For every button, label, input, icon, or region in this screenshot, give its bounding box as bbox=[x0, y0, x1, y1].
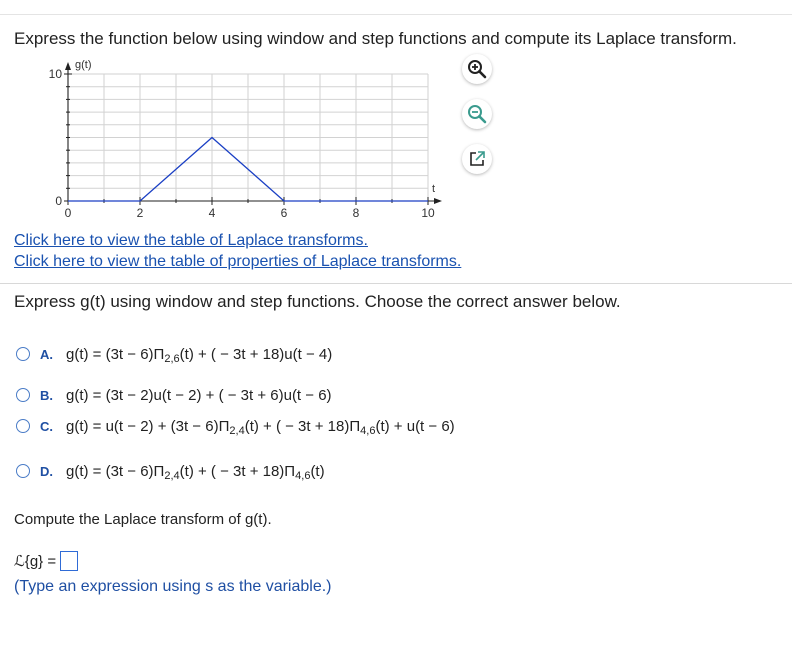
popout-button[interactable] bbox=[462, 144, 492, 174]
option-d-radio[interactable] bbox=[16, 464, 30, 478]
option-d[interactable] bbox=[16, 460, 325, 482]
part2-question: Compute the Laplace transform of g(t). bbox=[14, 511, 272, 528]
option-b-radio[interactable] bbox=[16, 388, 30, 402]
answer-hint: (Type an expression using s as the variable.) bbox=[14, 578, 332, 595]
option-b-letter: B. bbox=[40, 387, 53, 403]
x-tick-label: 4 bbox=[208, 206, 216, 220]
function-graph bbox=[0, 58, 470, 228]
y-tick-label: 0 bbox=[55, 194, 62, 208]
section-divider bbox=[0, 283, 792, 284]
part1-question: Express g(t) using window and step functions. Choose the correct answer below. bbox=[14, 292, 621, 311]
zoom-in-icon bbox=[467, 59, 487, 79]
laplace-answer-label: ℒ{g} = bbox=[14, 553, 57, 570]
laplace-answer-row bbox=[14, 551, 78, 571]
x-axis-arrow bbox=[434, 198, 442, 204]
option-a-text: $g(t) = (3t - 6)\Pi_{2,6}(t)$ + ( − 3t + 18)u(t − 4) bbox=[66, 345, 333, 365]
y-axis-arrow bbox=[65, 62, 71, 70]
laplace-table-link[interactable]: Click here to view the table of Laplace transforms. bbox=[14, 232, 368, 249]
option-a[interactable] bbox=[16, 343, 332, 365]
option-c[interactable] bbox=[16, 415, 455, 437]
option-c-text: $g(t) = u(t - 2) + (3t - 6)\Pi_{2,4}(t)$ + ( − $3t + 18)\Pi_{4,6}(t) + u(t - 6)$ bbox=[66, 417, 455, 437]
zoom-out-button[interactable] bbox=[462, 99, 492, 129]
y-tick-label: 10 bbox=[48, 67, 62, 81]
option-c-letter: C. bbox=[40, 418, 53, 434]
option-b-text: g(t) = (3t − 2)u(t − 2) + ( − 3t + 6)u(t − 6) bbox=[66, 386, 332, 404]
graph-axes bbox=[65, 62, 442, 204]
option-b[interactable] bbox=[16, 384, 332, 406]
option-a-letter: A. bbox=[40, 346, 53, 362]
x-tick-label: 2 bbox=[136, 206, 144, 220]
x-tick-label: 6 bbox=[280, 206, 288, 220]
option-d-letter: D. bbox=[40, 463, 53, 479]
laplace-properties-link[interactable]: Click here to view the table of properties of Laplace transforms. bbox=[14, 253, 462, 270]
x-tick-label: 8 bbox=[352, 206, 360, 220]
y-axis-label: g(t) bbox=[75, 59, 92, 71]
option-a-radio[interactable] bbox=[16, 347, 30, 361]
graph-ticks bbox=[49, 67, 435, 220]
graph-grid bbox=[68, 74, 428, 201]
x-tick-label: 10 bbox=[421, 206, 435, 220]
x-axis-label: t bbox=[432, 183, 436, 195]
option-d-text: $g(t) = (3t - 6)\Pi_{2,4}(t)$ + ( − $3t + 18)\Pi_{4,6}(t)$ bbox=[66, 462, 325, 482]
top-divider bbox=[0, 14, 792, 15]
x-tick-label: 0 bbox=[64, 206, 72, 220]
zoom-out-icon bbox=[467, 104, 487, 124]
zoom-in-button[interactable] bbox=[462, 54, 492, 84]
option-c-radio[interactable] bbox=[16, 419, 30, 433]
laplace-answer-input[interactable] bbox=[60, 551, 78, 571]
question-prompt: Express the function below using window and step functions and compute its Laplace transform. bbox=[14, 29, 737, 48]
external-link-icon bbox=[468, 150, 486, 168]
